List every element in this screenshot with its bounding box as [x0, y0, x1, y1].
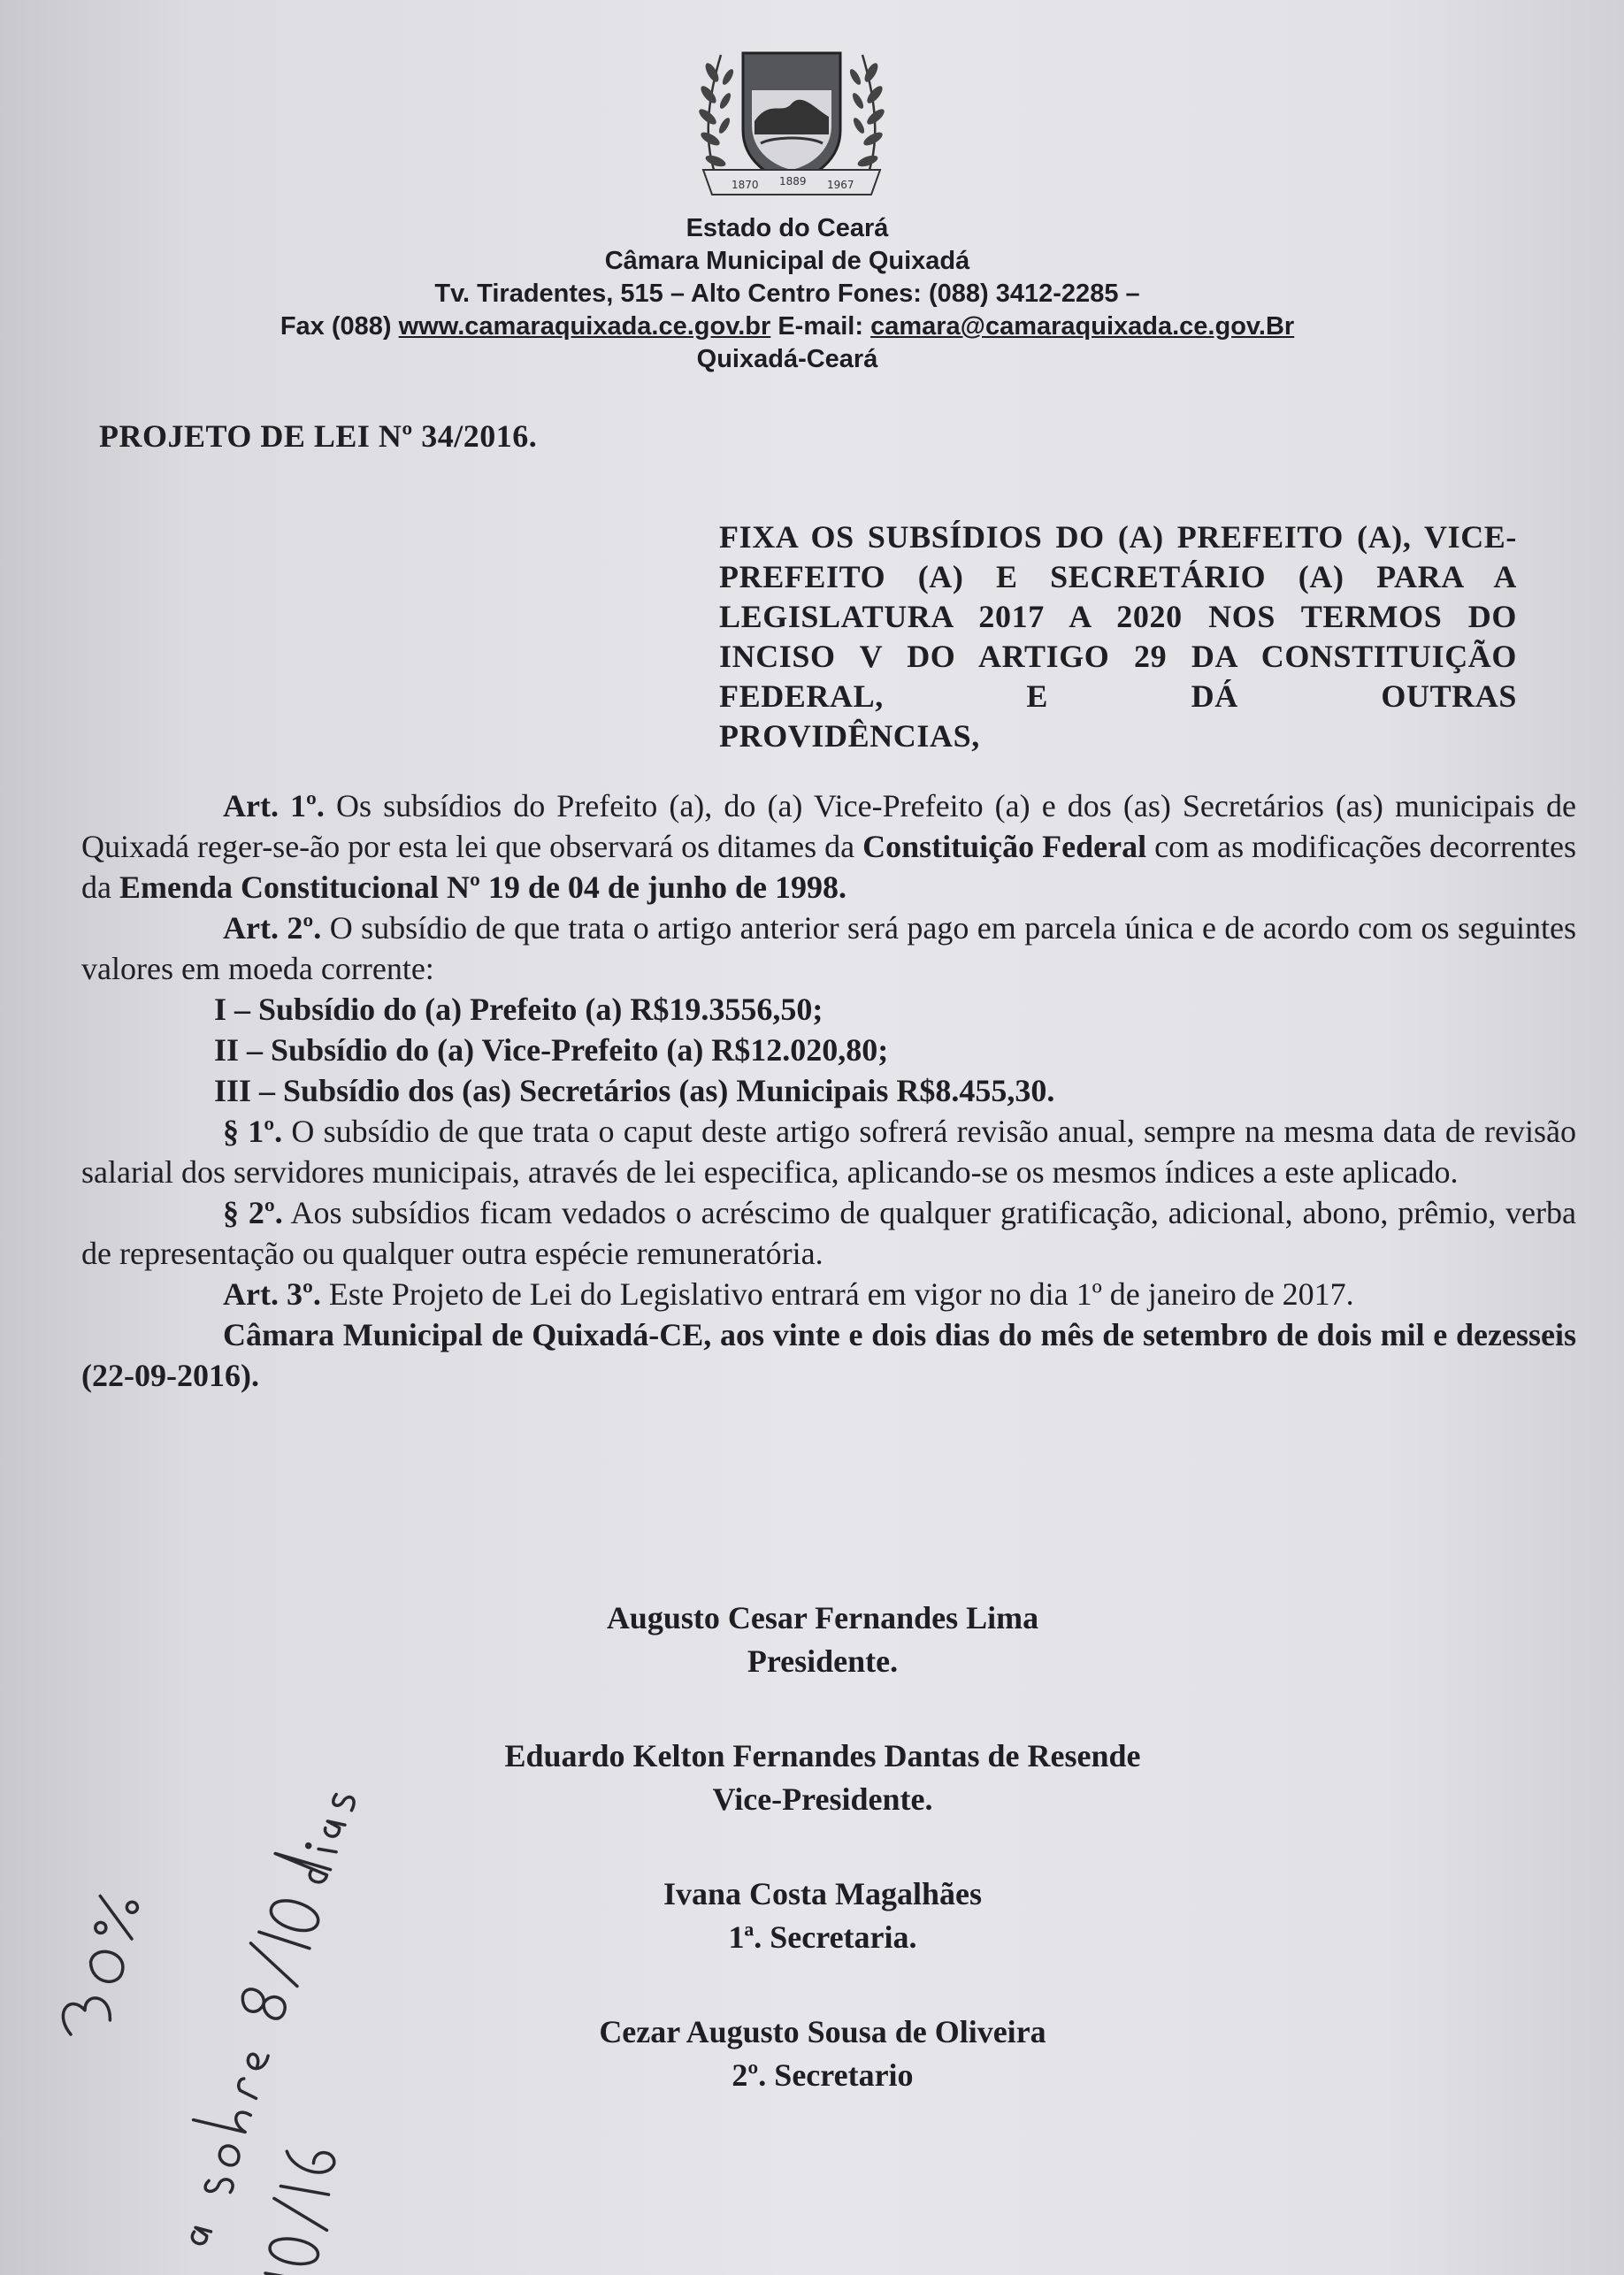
email-label: E-mail: [770, 312, 871, 341]
article-1-text-b: com as modificações decorrentes da [81, 829, 1576, 905]
summary-line: TERMOS DO INCISO V DO ARTIGO 29 DA [719, 599, 1517, 674]
summary-line: PARA A LEGISLATURA 2017 A 2020 NOS [719, 559, 1517, 634]
subsidy-item-vice-prefeito: II – Subsídio do (a) Vice-Prefeito (a) R$12.020,80; [214, 1032, 889, 1068]
bill-title: PROJETO DE LEI Nº 34/2016. [99, 418, 538, 454]
summary-line: FIXA OS SUBSÍDIOS DO (A) PREFEITO (A), [719, 519, 1412, 555]
subsidy-item-prefeito: I – Subsídio do (a) Prefeito (a) R$19.3556,50; [214, 992, 823, 1027]
header-contact-line [159, 310, 1415, 343]
signatory-role: Vice-Presidente. [712, 1781, 933, 1817]
signatory-president [336, 1597, 1309, 1683]
article-1-text: Os subsídios do Prefeito (a), do (a) Vice-Prefeito (a) e dos (as) Secretários (as) municipais de Quixadá reger-se-ão por esta lei que observará os ditames da [81, 788, 1576, 864]
article-1-amendment-ref: Emenda Constitucional Nº 19 de 04 de junho de 1998. [119, 869, 846, 905]
article-3 [81, 1274, 1576, 1314]
crest-year-3: 1967 [827, 179, 854, 191]
paragraph-1 [81, 1111, 1576, 1192]
closing-text: Câmara Municipal de Quixadá-CE, aos vinte e dois dias do mês de setembro de dois mil e dezesseis (22-09-2016). [81, 1317, 1576, 1393]
bill-summary [719, 517, 1517, 756]
signatory-second-secretary [336, 2011, 1309, 2097]
crest-year-2: 1889 [779, 175, 807, 188]
header-chamber: Câmara Municipal de Quixadá [604, 247, 970, 275]
fax-label: Fax (088) [280, 312, 399, 341]
subsidy-item-secretarios: III – Subsídio dos (as) Secretários (as) Municipais R$8.455,30. [214, 1073, 1055, 1108]
handwritten-margin-note [0, 1539, 425, 2275]
signatory-role: 1ª. Secretaria. [728, 1919, 917, 1955]
signature-block [336, 1597, 1309, 2149]
article-2-label: Art. 2º. [223, 910, 322, 946]
signatory-role: Presidente. [747, 1643, 899, 1679]
article-1-label: Art. 1º. [223, 788, 325, 823]
signatory-role: 2º. Secretario [732, 2057, 914, 2093]
article-1-bold-ref: Constituição Federal [862, 829, 1147, 864]
paragraph-2 [81, 1192, 1576, 1274]
paragraph-2-text: Aos subsídios ficam vedados o acréscimo de qualquer gratificação, adicional, abono, prêmio, verba de representação ou qualquer outra espécie remuneratória. [81, 1195, 1576, 1271]
article-2-text: O subsídio de que trata o artigo anterior será pago em parcela única e de acordo com os seguintes valores em moeda corrente: [81, 910, 1576, 986]
paragraph-1-text: O subsídio de que trata o caput deste artigo sofrerá revisão anual, sempre na mesma data de revisão salarial dos servidores municipais, através de lei especifica, aplicando-se os mesmos índices a este aplicado. [81, 1114, 1576, 1190]
article-3-text: Este Projeto de Lei do Legislativo entrará em vigor no dia 1º de janeiro de 2017. [320, 1276, 1354, 1312]
signatory-vice-president [336, 1735, 1309, 1821]
municipal-crest-logo [686, 37, 898, 205]
summary-line: PROVIDÊNCIAS, [719, 718, 980, 754]
closing-statement [81, 1314, 1576, 1396]
header-state: Estado do Ceará [686, 214, 889, 242]
summary-line: VICE-PREFEITO (A) E SECRETÁRIO (A) [719, 519, 1517, 594]
signatory-name: Augusto Cesar Fernandes Lima [606, 1600, 1039, 1635]
website-link[interactable]: www.camaraquixada.ce.gov.br [398, 312, 771, 341]
article-1 [81, 785, 1576, 908]
signatory-name: Cezar Augusto Sousa de Oliveira [599, 2014, 1046, 2049]
signatory-name: Ivana Costa Magalhães [663, 1876, 983, 1911]
summary-line: CONSTITUIÇÃO FEDERAL, E DÁ OUTRAS [719, 639, 1517, 714]
article-2 [81, 908, 1576, 989]
header-address: Tv. Tiradentes, 515 – Alto Centro Fones: (088) 3412-2285 – [434, 280, 1140, 308]
signatory-name: Eduardo Kelton Fernandes Dantas de Resende [504, 1738, 1141, 1773]
crest-year-1: 1870 [732, 179, 759, 191]
paragraph-1-label: § 1º. [223, 1114, 283, 1149]
bill-body [81, 785, 1576, 1396]
header-city: Quixadá-Ceará [696, 345, 878, 373]
signatory-first-secretary [336, 1873, 1309, 1959]
email-link[interactable]: camara@camaraquixada.ce.gov.Br [870, 312, 1295, 341]
paragraph-2-label: § 2º. [223, 1195, 283, 1230]
article-3-label: Art. 3º. [223, 1276, 321, 1312]
letterhead [159, 212, 1415, 376]
